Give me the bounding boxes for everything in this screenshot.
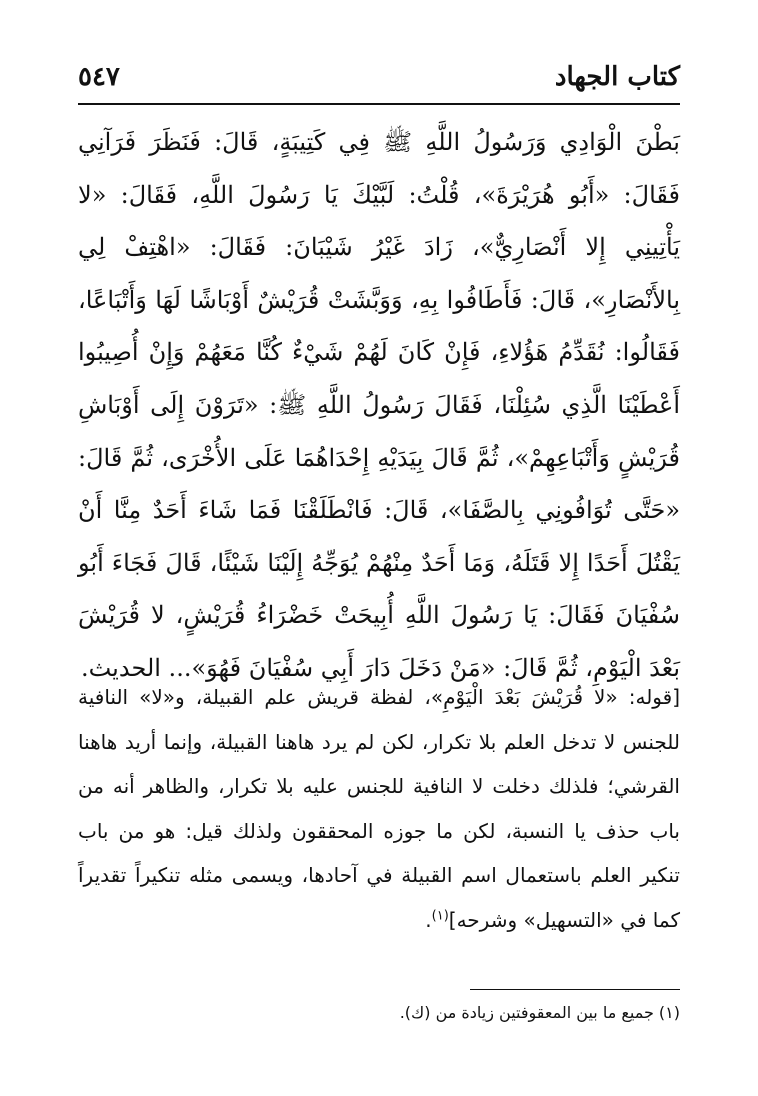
page-header: [78, 56, 680, 100]
commentary-paragraph: [78, 675, 680, 942]
commentary-end-mark: .: [425, 907, 432, 932]
header-divider: [78, 103, 680, 105]
footnote-divider: [470, 989, 680, 990]
commentary-text: [قوله: «لا قُرَيْشَ بَعْدَ الْيَوْمِ»، لفظة قريش علم القبيلة، و«لا» النافية للجنس لا تدخل العلم بلا تكرار، لكن لم يرد هاهنا القبيلة، وإنما أريد هاهنا القرشي؛ فلذلك دخلت لا النافية للجنس عليه بلا تكرار، والظاهر أنه من باب حذف يا النسبة، لكن ما جوزه المحققون ولذلك قيل: هو من باب تنكير العلم باستعمال اسم القبيلة في آحادها، ويسمى مثله تنكيراً تقديراً كما في «التسهيل» وشرحه]: [78, 685, 680, 932]
hadith-paragraph: بَطْنَ الْوَادِي وَرَسُولُ اللَّهِ ﷺ فِي كَتِيبَةٍ، قَالَ: فَنَظَرَ فَرَآنِي فَقَالَ: «أَبُو هُرَيْرَةَ»، قُلْتُ: لَبَّيْكَ يَا رَسُولَ اللَّهِ، فَقَالَ: «لا يَأْتِينِي إِلا أَنْصَارِيٌّ»، زَادَ غَيْرُ شَيْبَانَ: فَقَالَ: «اهْتِفْ لِي بِالأَنْصَارِ»، قَالَ: فَأَطَافُوا بِهِ، وَوَبَّشَتْ قُرَيْشٌ أَوْبَاشًا لَهَا وَأَتْبَاعًا، فَقَالُوا: نُقَدِّمُ هَؤُلاءِ، فَإِنْ كَانَ لَهُمْ شَيْءٌ كُنَّا مَعَهُمْ وَإِنْ أُصِيبُوا أَعْطَيْنَا الَّذِي سُئِلْنَا، فَقَالَ رَسُولُ اللَّهِ ﷺ: «تَرَوْنَ إِلَى أَوْبَاشِ قُرَيْشٍ وَأَتْبَاعِهِمْ»، ثُمَّ قَالَ بِيَدَيْهِ إِحْدَاهُمَا عَلَى الأُخْرَى، ثُمَّ قَالَ: «حَتَّى تُوَافُونِي بِالصَّفَا»، قَالَ: فَانْطَلَقْنَا فَمَا شَاءَ أَحَدٌ مِنَّا أَنْ يَقْتُلَ أَحَدًا إِلا قَتَلَهُ، وَمَا أَحَدٌ مِنْهُمْ يُوَجِّهُ إِلَيْنَا شَيْئًا، قَالَ فَجَاءَ أَبُو سُفْيَانَ فَقَالَ: يَا رَسُولَ اللَّهِ أُبِيحَتْ خَضْرَاءُ قُرَيْشٍ، لا قُرَيْشَ بَعْدَ الْيَوْمِ، ثُمَّ قَالَ: «مَنْ دَخَلَ دَارَ أَبِي سُفْيَانَ فَهُوَ»... الحديث.: [78, 128, 681, 682]
page-number: ٥٤٧: [78, 62, 120, 92]
footnote: (١) جميع ما بين المعقوفتين زيادة من (ك).: [399, 1003, 680, 1022]
chapter-title: كتاب الجهاد: [554, 62, 680, 92]
footnote-reference[interactable]: (١): [431, 907, 449, 923]
